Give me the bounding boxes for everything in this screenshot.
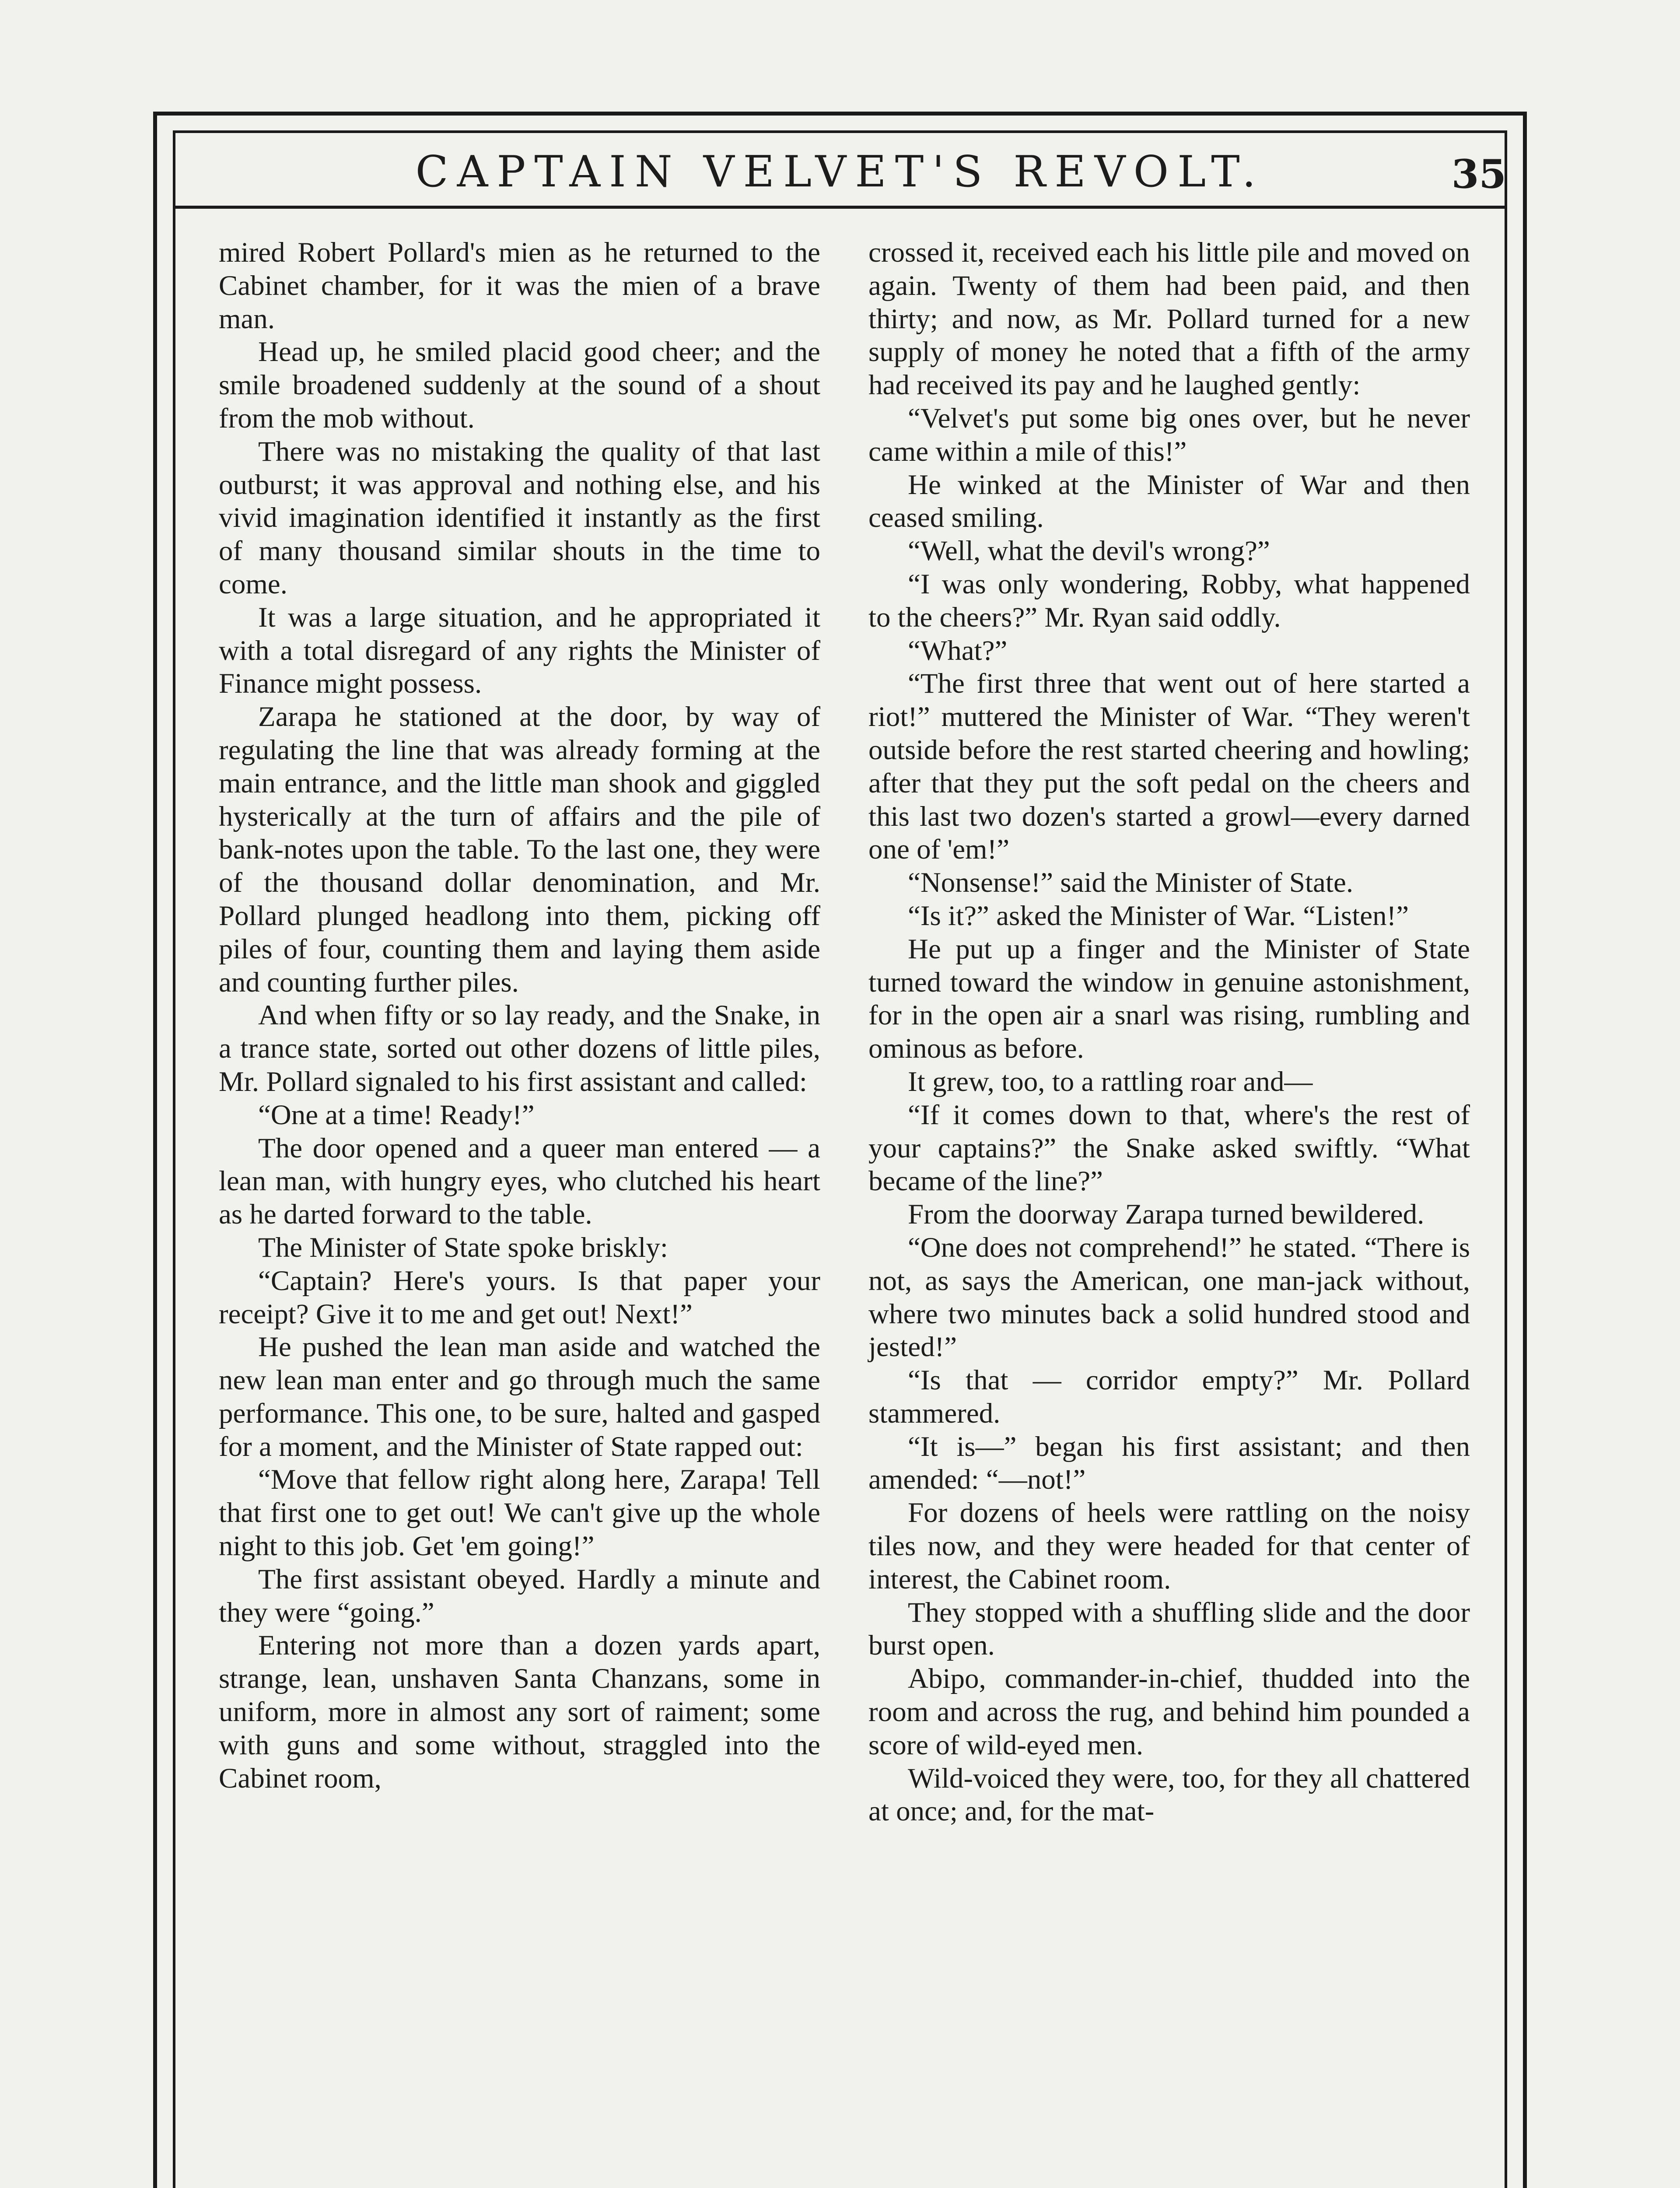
paragraph: Wild-voiced they were, too, for they all chattered at once; and, for the mat- [868, 1762, 1470, 1827]
paragraph: “One does not comprehend!” he stated. “There is not, as says the American, one man-jack without, where two minutes back a solid hundred stood and jested!” [868, 1231, 1470, 1363]
paragraph: For dozens of heels were rattling on the noisy tiles now, and they were headed for that center of interest, the Cabinet room. [868, 1497, 1470, 1595]
paragraph: “Well, what the devil's wrong?” [908, 535, 1270, 567]
paragraph: Head up, he smiled placid good cheer; and the smile broadened suddenly at the sound of a shout from the mob without. [219, 336, 820, 434]
paragraph: “It is—” began his first assistant; and then amended: “—not!” [868, 1431, 1470, 1496]
header-divider [173, 206, 1507, 209]
paragraph: Zarapa he stationed at the door, by way of regulating the line that was already forming at the main entrance, and the little man shook and giggled hysterically at the turn of affairs and the pile of bank-notes upon the table. To the last one, they were of the thousand dollar denomination, and Mr. Pollard plunged headlong into them, picking off piles of four, counting them and laying them aside and counting further piles. [219, 701, 820, 998]
paragraph: And when fifty or so lay ready, and the Snake, in a trance state, sorted out other dozens of little piles, Mr. Pollard signaled to his first assistant and called: [219, 999, 820, 1098]
paragraph: It grew, too, to a rattling roar and— [908, 1066, 1313, 1098]
paragraph: “I was only wondering, Robby, what happened to the cheers?” Mr. Ryan said oddly. [868, 568, 1470, 633]
paragraph: “If it comes down to that, where's the rest of your captains?” the Snake asked swiftly. “What became of the line?” [868, 1099, 1470, 1197]
paragraph: He put up a finger and the Minister of State turned toward the window in genuine astonishment, for in the open air a snarl was rising, rumbling and ominous as before. [868, 933, 1470, 1065]
paragraph: From the doorway Zarapa turned bewildered. [908, 1199, 1424, 1231]
page-number: 35 [1451, 151, 1506, 197]
paragraph: There was no mistaking the quality of that last outburst; it was approval and nothing else, and his vivid imagination identified it instantly as the first of many thousand similar shouts in the time to come. [219, 435, 820, 600]
paragraph: He pushed the lean man aside and watched the new lean man enter and go through much the same performance. This one, to be sure, halted and gasped for a moment, and the Minister of State rapped out: [219, 1331, 820, 1462]
paragraph: crossed it, received each his little pile and moved on again. Twenty of them had been paid, and then thirty; and now, as Mr. Pollard turned for a new supply of money he noted that a fifth of the army had received its pay and he laughed gently: [868, 237, 1470, 401]
paragraph: “Is it?” asked the Minister of War. “Listen!” [908, 900, 1409, 932]
paragraph: “The first three that went out of here started a riot!” muttered the Minister of War. “They weren't outside before the rest started cheering and howling; after that they put the soft pedal on the cheers and this last two dozen's started a growl—every darned one of 'em!” [868, 668, 1470, 866]
paragraph: The first assistant obeyed. Hardly a minute and they were “going.” [219, 1563, 820, 1628]
paragraph: “Is that — corridor empty?” Mr. Pollard stammered. [868, 1364, 1470, 1429]
paragraph: They stopped with a shuffling slide and the door burst open. [868, 1596, 1470, 1662]
text-column-right [868, 236, 1470, 1828]
paragraph: “Move that fellow right along here, Zarapa! Tell that first one to get out! We can't give up the whole night to this job. Get 'em going!” [219, 1464, 820, 1562]
paragraph: mired Robert Pollard's mien as he returned to the Cabinet chamber, for it was the mien of a brave man. [219, 237, 820, 335]
paragraph: “One at a time! Ready!” [258, 1099, 535, 1131]
paragraph: The Minister of State spoke briskly: [258, 1231, 668, 1263]
paragraph: Abipo, commander-in-chief, thudded into the room and across the rug, and behind him pounded a score of wild-eyed men. [868, 1663, 1470, 1761]
page-header [173, 139, 1507, 205]
paragraph: “Captain? Here's yours. Is that paper your receipt? Give it to me and get out! Next!” [219, 1265, 820, 1330]
paragraph: “Nonsense!” said the Minister of State. [908, 867, 1354, 899]
paragraph: The door opened and a queer man entered — a lean man, with hungry eyes, who clutched his heart as he darted forward to the table. [219, 1132, 820, 1231]
running-head-title: CAPTAIN VELVET'S REVOLT. [415, 147, 1265, 197]
paragraph: “What?” [908, 635, 1008, 666]
paragraph: Entering not more than a dozen yards apart, strange, lean, unshaven Santa Chanzans, some in uniform, more in almost any sort of raiment; some with guns and some without, straggled into the Cabinet room, [219, 1630, 820, 1794]
paragraph: “Velvet's put some big ones over, but he never came within a mile of this!” [868, 402, 1470, 467]
text-column-left [219, 236, 820, 1795]
paragraph: He winked at the Minister of War and then ceased smiling. [868, 469, 1470, 534]
paragraph: It was a large situation, and he appropriated it with a total disregard of any rights the Minister of Finance might possess. [219, 601, 820, 700]
